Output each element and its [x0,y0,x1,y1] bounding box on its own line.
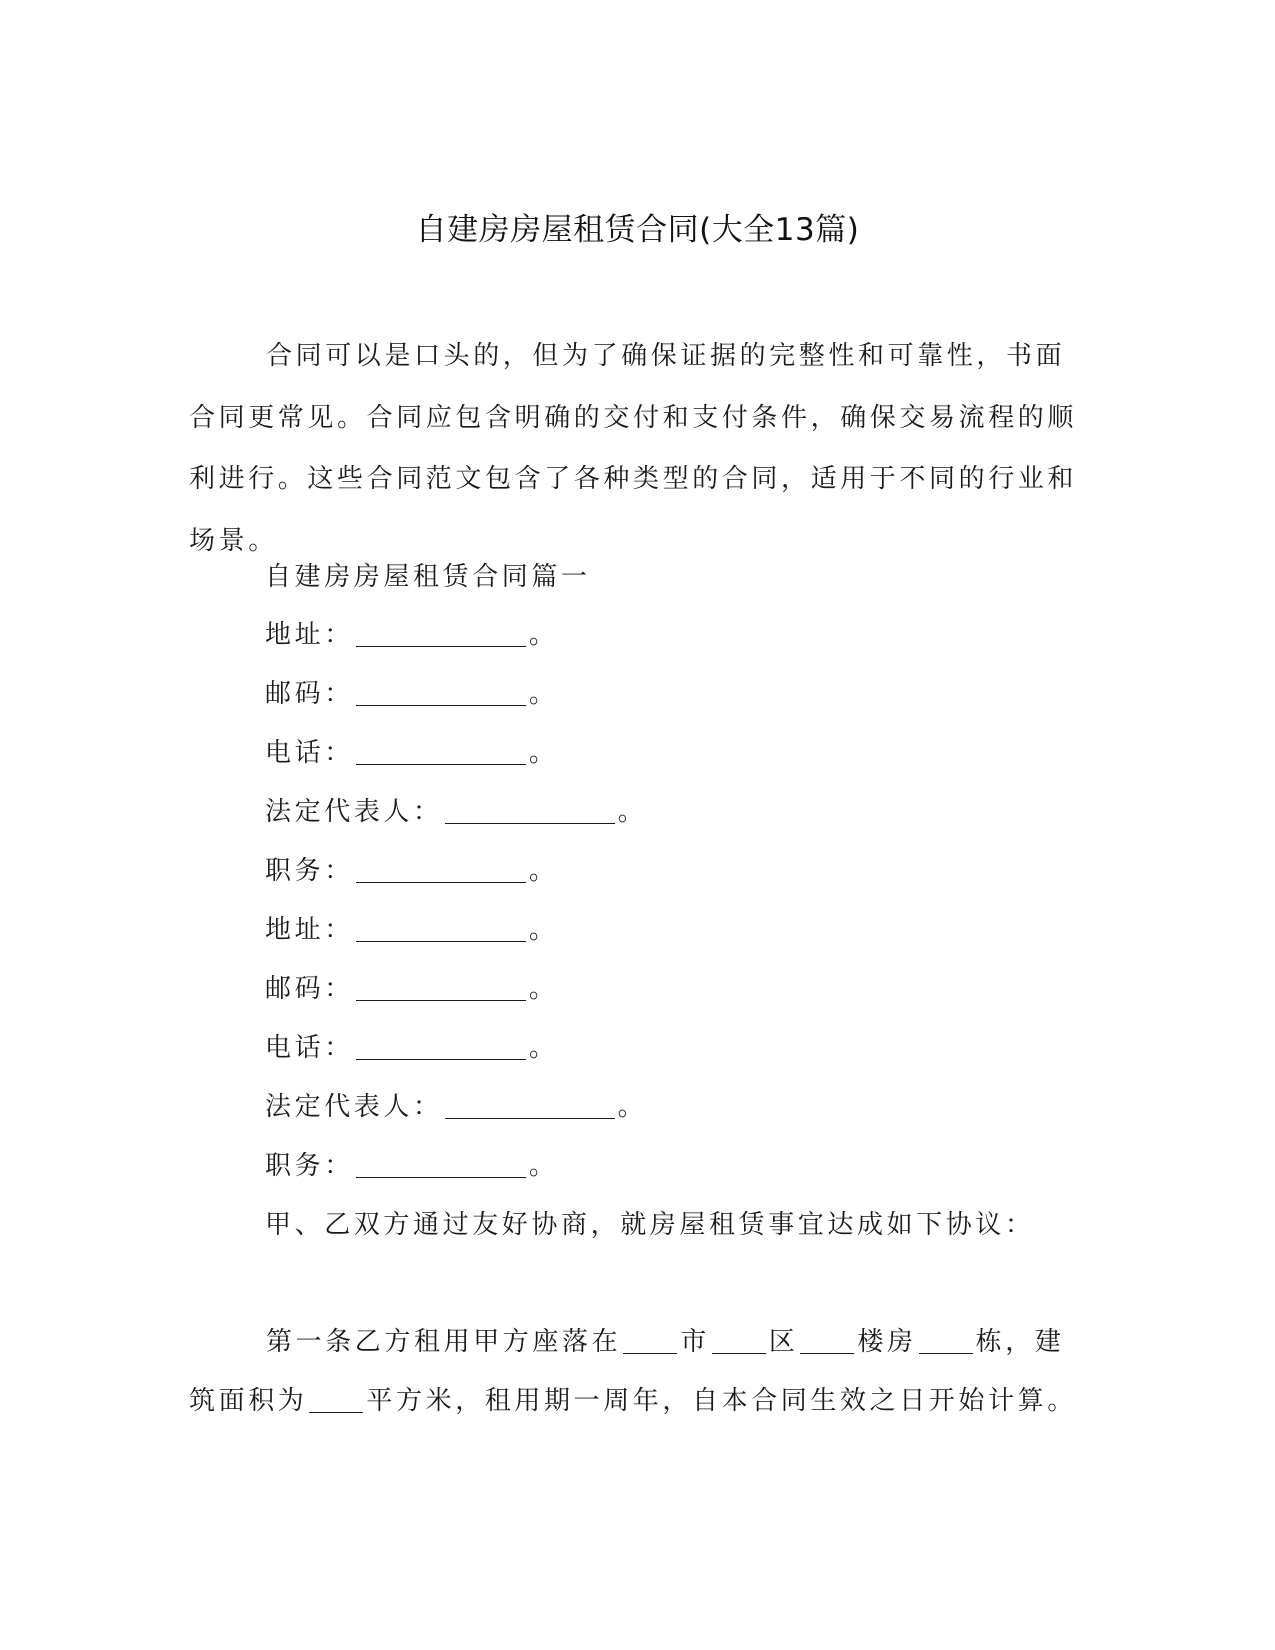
blank-line [445,797,615,824]
field-end: 。 [528,974,559,1004]
field-label: 邮码： [265,974,354,1004]
blank-line [356,738,526,765]
document-title: 自建房房屋租赁合同(大全13篇) [415,212,860,248]
field-address-b [265,910,558,950]
blank-line [356,679,526,706]
blank-line [356,974,526,1001]
field-postcode-a [265,674,558,714]
field-postcode-b [265,969,558,1009]
field-end: 。 [528,856,559,886]
field-legal-rep-b [265,1087,647,1127]
field-legal-rep-a [265,792,647,832]
field-label: 职务： [265,1151,354,1181]
field-end: 。 [528,1033,559,1063]
field-end: 。 [617,1092,648,1122]
blank-line [356,915,526,942]
field-label: 邮码： [265,679,354,709]
field-address-a [265,615,558,655]
field-end: 。 [617,797,648,827]
field-phone-b [265,1028,558,1068]
blank-line [356,856,526,883]
field-position-a [265,851,558,891]
blank-line [919,1327,973,1354]
field-label: 电话： [265,738,354,768]
intro-paragraph: 合同可以是口头的，但为了确保证据的完整性和可靠性，书面合同更常见。合同应包含明确的交付和支付条件，确保交易流程的顺利进行。这些合同范文包含了各种类型的合同，适用于不同的行业和场景。 [189,341,1078,556]
blank-line [800,1327,854,1354]
article-text: 区 [768,1327,799,1357]
article-text: 第一条乙方租用甲方座落在 [266,1327,622,1357]
article-one [189,1313,1079,1431]
field-end: 。 [528,620,559,650]
blank-line [623,1327,677,1354]
field-end: 。 [528,915,559,945]
field-label: 法定代表人： [265,1092,443,1122]
blank-line [445,1092,615,1119]
agreement-statement: 甲、乙双方通过友好协商，就房屋租赁事宜达成如下协议： [265,1210,1035,1240]
blank-line [309,1386,363,1413]
field-end: 。 [528,738,559,768]
field-label: 职务： [265,856,354,886]
blank-line [356,1033,526,1060]
article-text: 平方米，租用期一周年，自本合同生效之日开始计算。 [366,1386,1077,1416]
article-text: 楼房 [857,1327,917,1357]
field-position-b [265,1146,558,1186]
article-text: 栋，建筑面积为 [189,1327,1065,1416]
blank-line [356,620,526,647]
blank-line [356,1151,526,1178]
field-label: 地址： [265,915,354,945]
field-phone-a [265,733,558,773]
field-label: 地址： [265,620,354,650]
field-label: 法定代表人： [265,797,443,827]
field-end: 。 [528,1151,559,1181]
article-text: 市 [680,1327,710,1357]
field-label: 电话： [265,1033,354,1063]
blank-line [712,1327,766,1354]
field-end: 。 [528,679,559,709]
section-heading: 自建房房屋租赁合同篇一 [265,562,591,592]
